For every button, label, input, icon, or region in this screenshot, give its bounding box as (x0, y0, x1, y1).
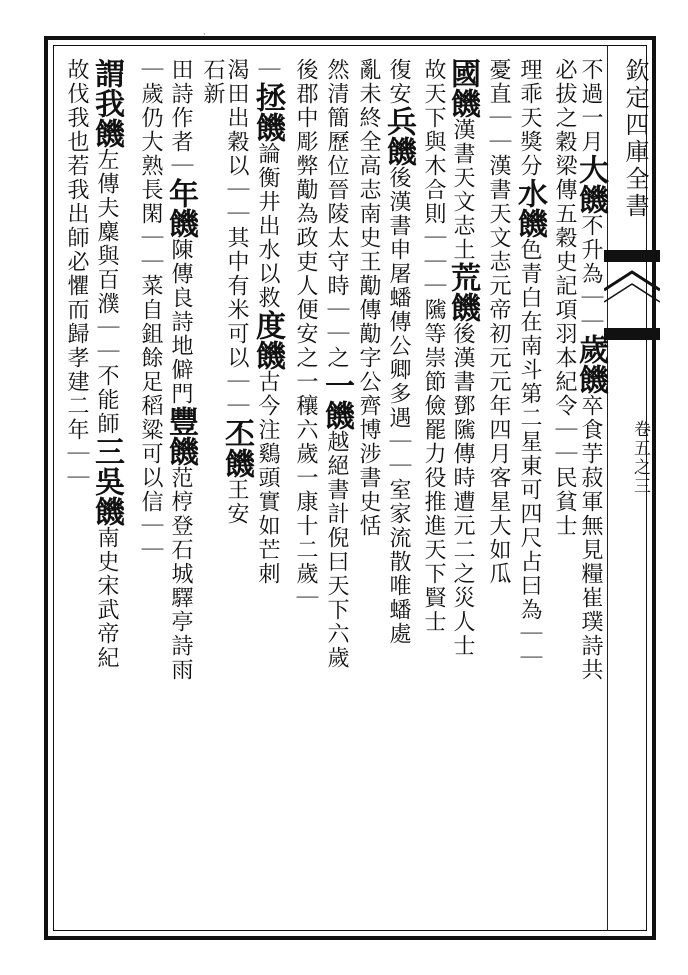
text-run: ｜隲等崇節儉罷力役推進天下賢士 (421, 274, 446, 634)
text-run: 漢書天文志元帝初元元年四月客星大如瓜 (486, 154, 511, 586)
text-run: 與木合則｜｜ (421, 130, 446, 274)
text-run: 石新 (200, 58, 225, 106)
entry-heading: 兵饑 (381, 106, 416, 166)
text-run: 穀梁傳五穀 (552, 130, 577, 250)
text-run: ｜ (255, 58, 280, 82)
entry-heading: 度饑 (250, 310, 285, 370)
entry-heading: 一饑 (319, 370, 354, 430)
text-run: 然清簡歷位晉陵太守時｜｜之 (324, 58, 349, 370)
text-run: 長閑｜｜菜自鉏 (138, 178, 163, 346)
entry-heading: 歲饑 (573, 334, 608, 394)
text-run: 後漢書申屠蟠傳公卿多遇｜｜室家流散唯蟠處 (386, 166, 411, 646)
entry-heading: 荒饑 (445, 262, 480, 322)
text-run: 亂未終全高志南史王勱傳勱字公齊博涉書史恬 (356, 58, 381, 538)
book-title: 欽定四庫全書 (621, 58, 649, 220)
text-run: 必拔之 (552, 58, 577, 130)
text-run: 古今注鷄頭實如芒刺 (255, 370, 280, 586)
text-run: 故天下 (421, 58, 446, 130)
entry-heading: 三吳饑 (89, 436, 124, 526)
text-column (445, 58, 480, 658)
text-column (319, 58, 354, 670)
text-column (61, 58, 91, 490)
entry-heading: 拯饑 (250, 82, 285, 142)
text-run: 不過一月 (578, 58, 603, 154)
text-column (418, 58, 448, 634)
text-run: 論衡井出水以救 (255, 142, 280, 310)
volume-label: 卷五之三 (630, 420, 650, 496)
text-run: 後郡中彫弊勱為政吏人便安之 (293, 58, 318, 370)
text-column (89, 58, 124, 670)
text-run: 一穰六歲一康十二歲｜ (293, 370, 318, 610)
text-column (381, 58, 416, 646)
text-run: 南史宋武帝紀 (94, 526, 119, 670)
text-run: 色青白在南斗第二星東可四尺占曰為｜｜ (517, 238, 542, 670)
text-run: 復安 (386, 58, 411, 106)
text-run: 范梈登石城驛亭詩雨 (168, 466, 193, 682)
text-column (290, 58, 320, 610)
text-run: 田詩作者｜ (168, 58, 193, 178)
text-run: 卒食芋菽軍無見糧崔璞詩共 (578, 394, 603, 682)
text-run: 故伐我也若我出師必懼而歸 (64, 58, 89, 346)
text-run: ｜歲仍大熟 (138, 58, 163, 178)
text-run: 史記項羽本紀令｜｜民貧士 (552, 250, 577, 538)
text-column (135, 58, 165, 562)
text-run: 其中有米可以｜｜ (224, 226, 249, 418)
text-run: 餘足稻粱可以信｜｜ (138, 346, 163, 562)
text-run: 越絕書計倪曰天下六歲 (324, 430, 349, 670)
fish-tail-mark-icon (604, 250, 660, 340)
entry-heading: 豐饑 (163, 406, 198, 466)
entry-heading: 年饑 (163, 178, 198, 238)
text-run: 漢書天文志土 (450, 118, 475, 262)
text-run: 王安 (224, 478, 249, 526)
entry-heading: 國饑 (445, 58, 480, 118)
text-column (197, 58, 227, 106)
text-column (250, 58, 285, 586)
text-run: 後漢書鄧隲傳時遭元二之災人士 (450, 322, 475, 658)
text-column (163, 58, 198, 682)
text-run: 渴田出穀以｜｜ (224, 58, 249, 226)
text-column (573, 58, 608, 682)
text-run: 孝建二年｜｜ (64, 346, 89, 490)
text-run: 左傳夫麋與百濮｜｜不能師 (94, 148, 119, 436)
entry-heading: 大饑 (573, 154, 608, 214)
text-column (353, 58, 383, 538)
text-column (219, 58, 254, 526)
entry-heading: 丕饑 (219, 418, 254, 478)
entry-heading: 謂我饑 (89, 58, 124, 148)
text-column (512, 58, 547, 670)
text-column (549, 58, 579, 538)
stray-ink-mark: · (203, 30, 206, 39)
text-run: 理乖天獎分 (517, 58, 542, 178)
text-run: 不升為｜｜ (578, 214, 603, 334)
text-run: 憂直｜｜ (486, 58, 511, 154)
text-column (483, 58, 513, 586)
entry-heading: 水饑 (512, 178, 547, 238)
text-run: 陳傳良詩地僻門 (168, 238, 193, 406)
